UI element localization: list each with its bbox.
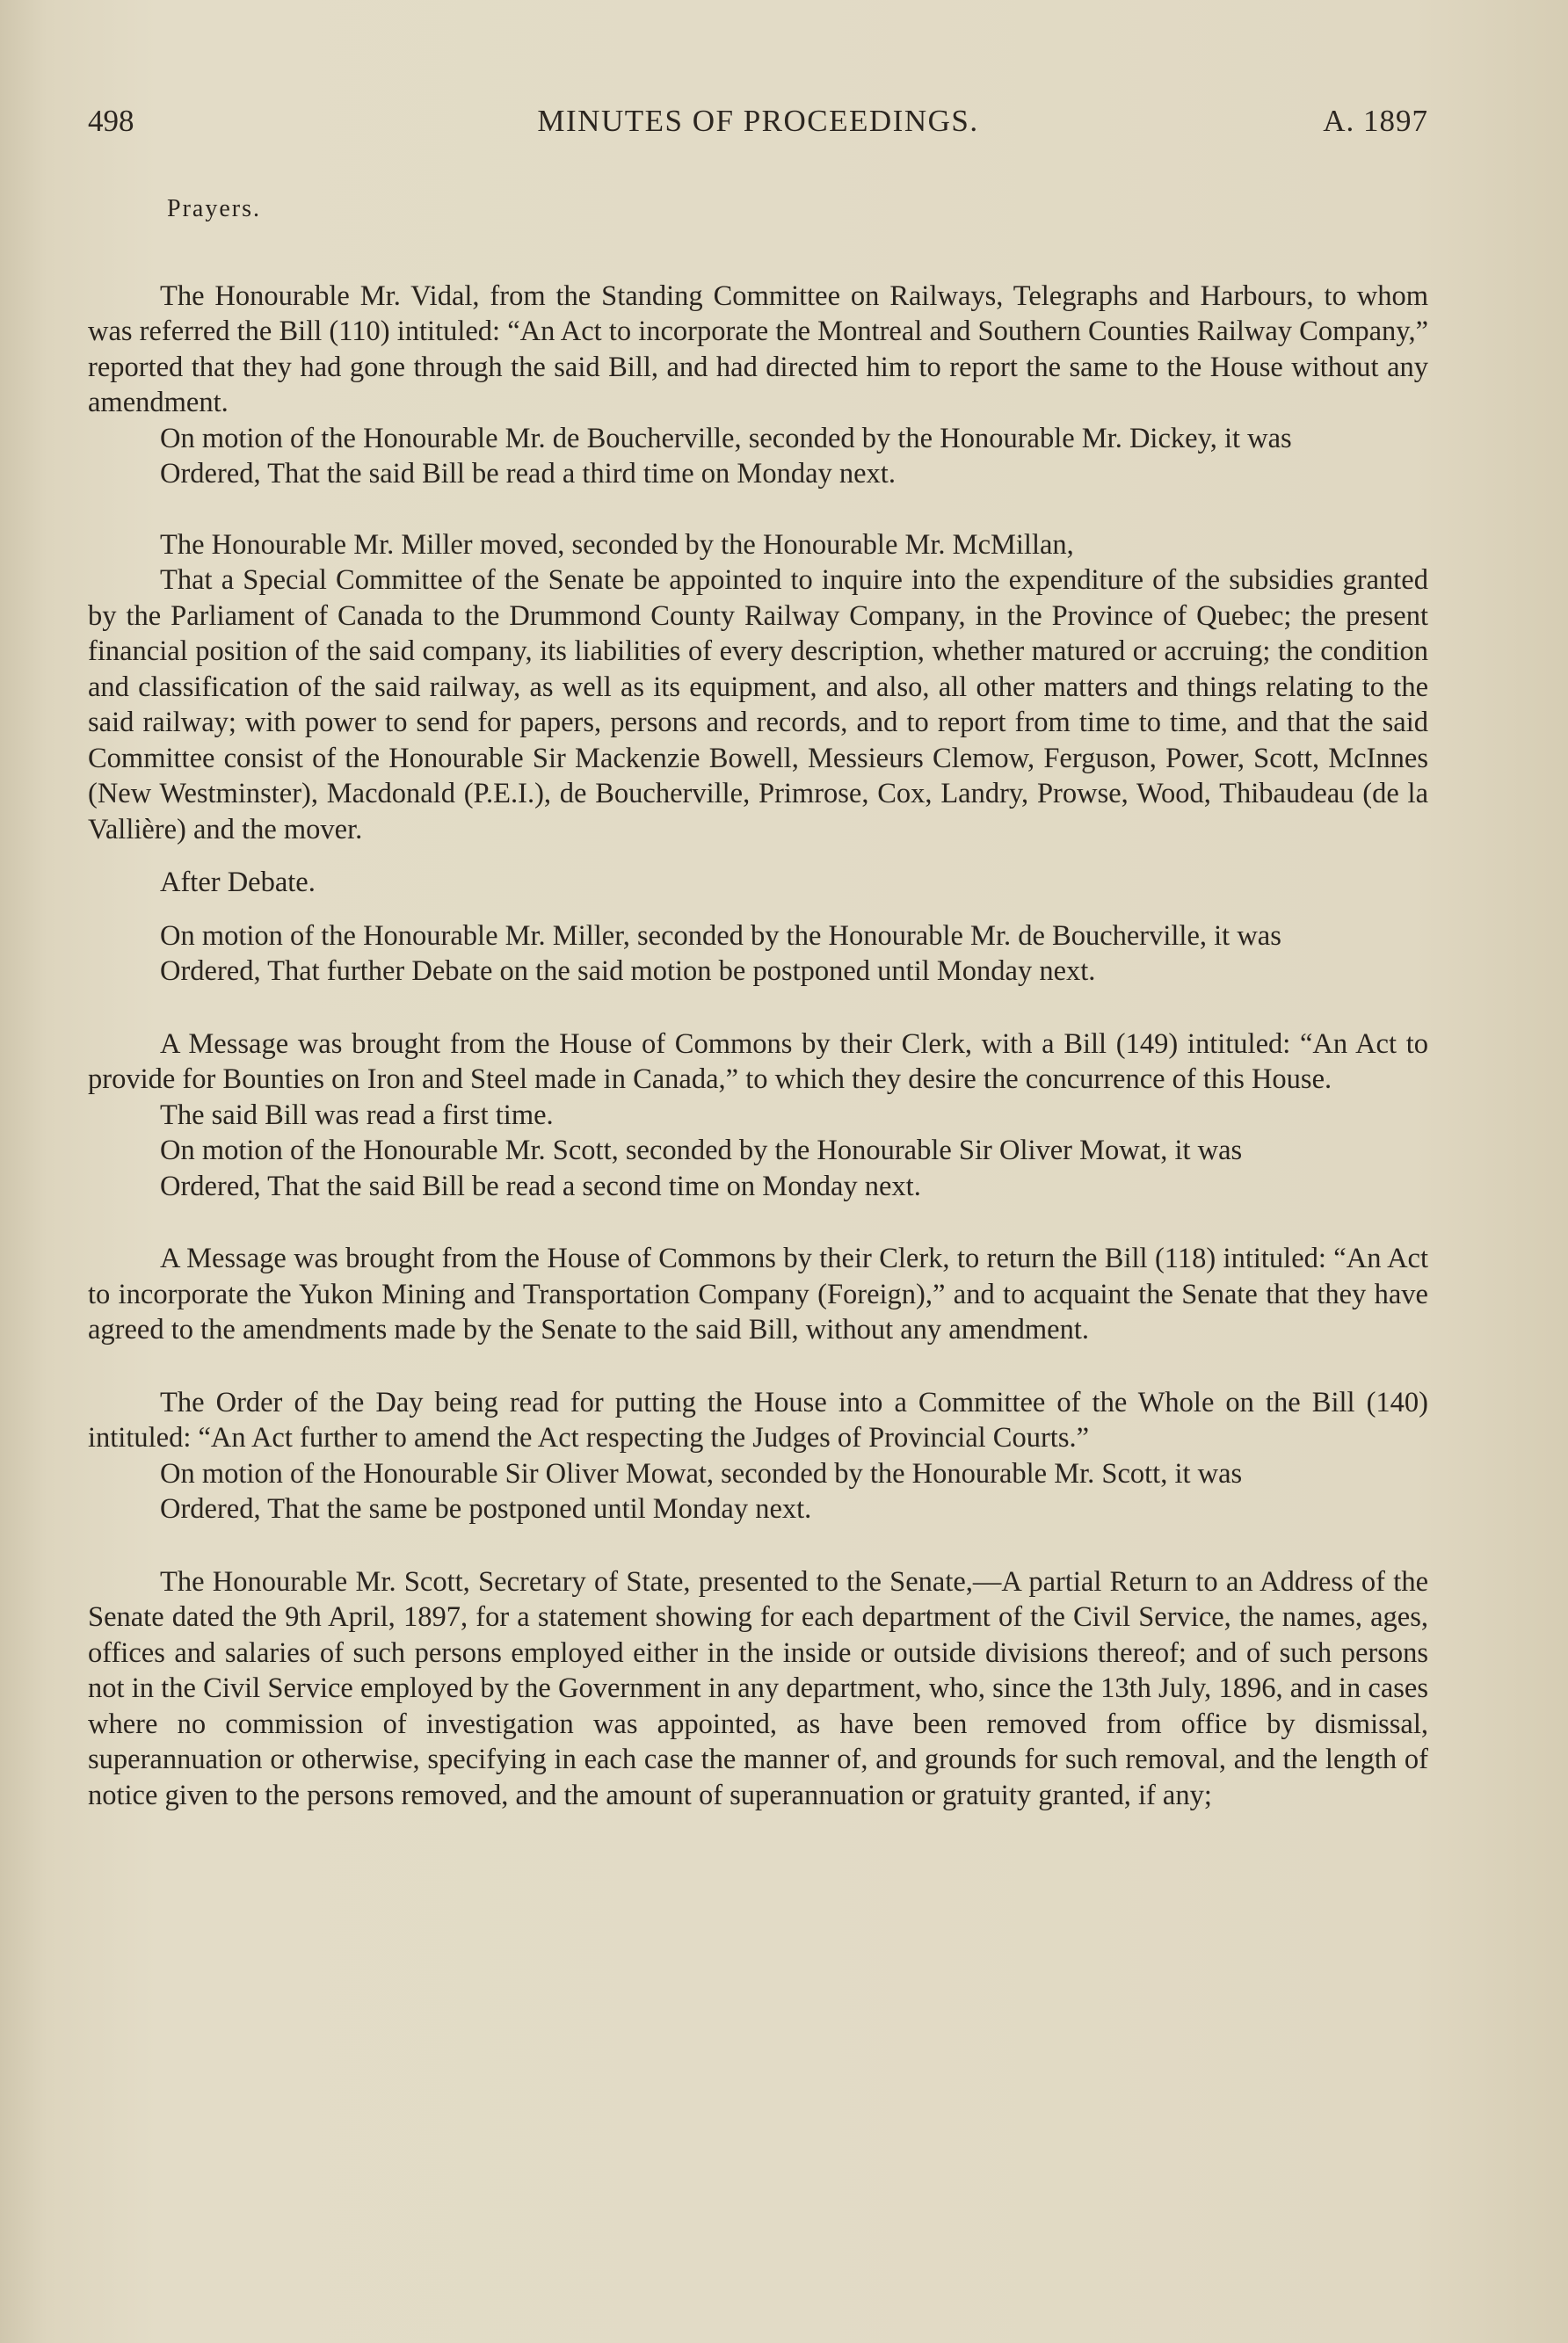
minutes-body [88, 192, 1428, 1813]
paragraph-order: Ordered, That the same be postponed until Monday next. [160, 1493, 812, 1525]
section-heading-prayers: Prayers. [167, 195, 261, 222]
paragraph-message-bill-149: A Message was brought from the House of Commons by their Clerk, with a Bill (149) intituled: “An Act to provide for Bounties on Iron and Steel made in Canada,” to which they desire the concurrence of this House. [88, 1027, 1428, 1095]
paragraph-committee-report: The Honourable Mr. Vidal, from the Standing Committee on Railways, Telegraphs and Harbours, to whom was referred the Bill (110) intituled: “An Act to incorporate the Montreal and Southern Counties Railway Company,” reported that they had gone through the said Bill, and had directed him to report the same to the House without any amendment. [88, 279, 1428, 418]
paragraph-motion: On motion of the Honourable Sir Oliver Mowat, seconded by the Honourable Mr. Scott, it was [160, 1457, 1243, 1490]
paragraph-motion: On motion of the Honourable Mr. Miller, seconded by the Honourable Mr. de Boucherville, it was [160, 919, 1281, 952]
paragraph-motion: On motion of the Honourable Mr. de Boucherville, seconded by the Honourable Mr. Dickey, it was [160, 422, 1292, 454]
paragraph-order-of-day: The Order of the Day being read for putting the House into a Committee of the Whole on the Bill (140) intituled: “An Act further to amend the Act respecting the Judges of Provincial Courts.” [88, 1386, 1428, 1454]
paragraph-first-reading: The said Bill was read a first time. [160, 1099, 554, 1131]
paragraph-motion: On motion of the Honourable Mr. Scott, seconded by the Honourable Sir Oliver Mowat, it was [160, 1135, 1243, 1166]
paragraph-after-debate: After Debate. [160, 867, 316, 898]
paragraph-miller-motion: The Honourable Mr. Miller moved, seconded by the Honourable Mr. McMillan, [160, 528, 1074, 561]
paragraph-order: Ordered, That the said Bill be read a third time on Monday next. [160, 458, 896, 490]
header-year: A. 1897 [1323, 104, 1428, 138]
page-number: 498 [88, 104, 134, 138]
paragraph-order: Ordered, That further Debate on the said motion be postponed until Monday next. [160, 955, 1096, 987]
paragraph-message-bill-118: A Message was brought from the House of Commons by their Clerk, to return the Bill (118) intituled: “An Act to incorporate the Yukon Mining and Transportation Company (Foreign),” and to acquaint the Senate that they have agreed to the amendments made by the Senate to the said Bill, without any amendment. [88, 1243, 1428, 1346]
paragraph-special-committee: That a Special Committee of the Senate be appointed to inquire into the expenditure of the subsidies granted by the Parliament of Canada to the Drummond County Railway Company, in the Province of Quebec; the present financial position of the said company, its liabilities of every description, whether matured or accruing; the condition and classification of the said railway, as well as its equipment, and also, all other matters and things relating to the said railway; with power to send for papers, persons and records, and to report from time to time, and that the said Committee consist of the Honourable Sir Mackenzie Bowell, Messieurs Clemow, Ferguson, Power, Scott, McInnes (New Westminster), Macdonald (P.E.I.), de Boucherville, Primrose, Cox, Landry, Prowse, Wood, Thibaudeau (de la Vallière) and the mover. [88, 564, 1428, 845]
page-header [88, 104, 1428, 148]
running-title: MINUTES OF PROCEEDINGS. [537, 104, 979, 138]
paragraph-order: Ordered, That the said Bill be read a second time on Monday next. [160, 1170, 921, 1202]
paragraph-partial-return: The Honourable Mr. Scott, Secretary of State, presented to the Senate,—A partial Return to an Address of the Senate dated the 9th April, 1897, for a statement showing for each department of the Civil Service, the names, ages, offices and salaries of such persons employed either in the inside or outside divisions thereof; and of such persons not in the Civil Service employed by the Government in any department, who, since the 13th July, 1896, and in cases where no commission of investigation was appointed, as have been removed from office by dismissal, superannuation or otherwise, specifying in each case the manner of, and grounds for such removal, and the length of notice given to the persons removed, and the amount of superannuation or gratuity granted, if any; [88, 1565, 1428, 1811]
